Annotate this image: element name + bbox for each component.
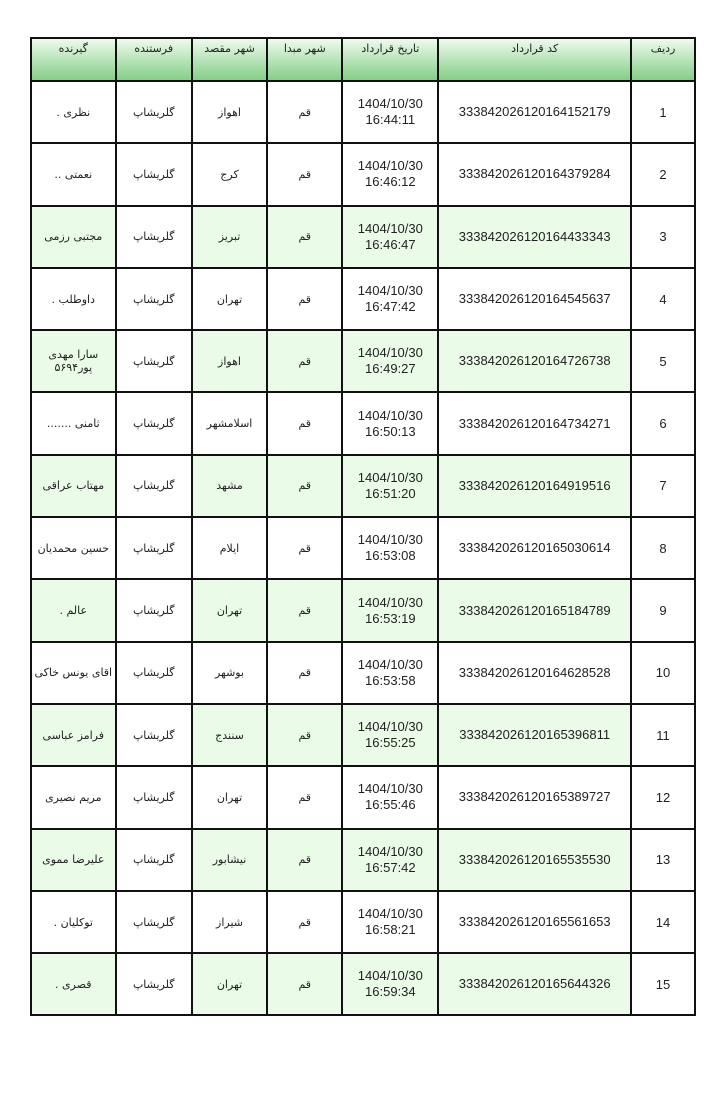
cell-contract-code: 333842026120164545637	[438, 268, 631, 330]
cell-contract-date	[342, 206, 438, 268]
time-text: 16:46:47	[365, 236, 416, 252]
time-text: 16:57:42	[365, 859, 416, 875]
cell-contract-code: 333842026120165535530	[438, 829, 631, 891]
date-text: 1404/10/30	[357, 220, 423, 236]
cell-receiver: نعمتی ..	[31, 143, 116, 205]
cell-destination-city: شیراز	[192, 891, 267, 953]
cell-contract-code: 333842026120164726738	[438, 330, 631, 392]
cell-contract-code: 333842026120164379284	[438, 143, 631, 205]
cell-origin-city: قم	[267, 143, 342, 205]
date-text: 1404/10/30	[357, 594, 423, 610]
date-text: 1404/10/30	[357, 469, 423, 485]
cell-destination-city: اسلامشهر	[192, 392, 267, 454]
cell-origin-city: قم	[267, 891, 342, 953]
contracts-table	[30, 37, 696, 1016]
table-row	[31, 704, 695, 766]
cell-sender: گلریشاپ	[116, 766, 192, 828]
cell-destination-city: تهران	[192, 268, 267, 330]
cell-index: 1	[631, 81, 695, 143]
cell-destination-city: تهران	[192, 579, 267, 641]
cell-contract-date	[342, 891, 438, 953]
cell-receiver: توکلیان .	[31, 891, 116, 953]
cell-index: 5	[631, 330, 695, 392]
cell-origin-city: قم	[267, 579, 342, 641]
cell-destination-city: سنندج	[192, 704, 267, 766]
cell-index: 13	[631, 829, 695, 891]
cell-origin-city: قم	[267, 81, 342, 143]
cell-contract-code: 333842026120164919516	[438, 455, 631, 517]
cell-contract-date	[342, 642, 438, 704]
time-text: 16:51:20	[365, 485, 416, 501]
table-row	[31, 517, 695, 579]
date-text: 1404/10/30	[357, 968, 423, 984]
cell-receiver: مهتاب عراقی	[31, 455, 116, 517]
cell-receiver: نظری .	[31, 81, 116, 143]
cell-contract-date	[342, 579, 438, 641]
cell-index: 11	[631, 704, 695, 766]
cell-sender: گلریشاپ	[116, 268, 192, 330]
cell-origin-city: قم	[267, 268, 342, 330]
header-sender: فرستنده	[116, 38, 192, 81]
cell-destination-city: تهران	[192, 953, 267, 1015]
date-text: 1404/10/30	[357, 283, 423, 299]
cell-receiver: سارا مهدی پور۵۶۹۴	[31, 330, 116, 392]
table-row	[31, 829, 695, 891]
cell-origin-city: قم	[267, 766, 342, 828]
cell-contract-code: 333842026120165030614	[438, 517, 631, 579]
cell-origin-city: قم	[267, 642, 342, 704]
cell-contract-code: 333842026120165389727	[438, 766, 631, 828]
cell-index: 9	[631, 579, 695, 641]
cell-receiver: حسین محمدیان	[31, 517, 116, 579]
time-text: 16:46:12	[365, 174, 416, 190]
header-contract-code: کد قرارداد	[438, 38, 631, 81]
cell-destination-city: مشهد	[192, 455, 267, 517]
cell-sender: گلریشاپ	[116, 704, 192, 766]
cell-destination-city: تبریز	[192, 206, 267, 268]
cell-origin-city: قم	[267, 953, 342, 1015]
table-row	[31, 642, 695, 704]
time-text: 16:59:34	[365, 984, 416, 1000]
cell-index: 7	[631, 455, 695, 517]
cell-origin-city: قم	[267, 330, 342, 392]
cell-contract-date	[342, 953, 438, 1015]
cell-sender: گلریشاپ	[116, 455, 192, 517]
table-row	[31, 268, 695, 330]
cell-receiver: مریم نصیری	[31, 766, 116, 828]
cell-destination-city: اهواز	[192, 330, 267, 392]
cell-sender: گلریشاپ	[116, 642, 192, 704]
table-row	[31, 81, 695, 143]
date-text: 1404/10/30	[357, 96, 423, 112]
cell-destination-city: نیشابور	[192, 829, 267, 891]
cell-contract-code: 333842026120165396811	[438, 704, 631, 766]
cell-contract-date	[342, 829, 438, 891]
cell-contract-date	[342, 268, 438, 330]
table-row	[31, 891, 695, 953]
table-row	[31, 330, 695, 392]
cell-contract-code: 333842026120164152179	[438, 81, 631, 143]
time-text: 16:47:42	[365, 299, 416, 315]
header-destination-city: شهر مقصد	[192, 38, 267, 81]
cell-receiver: عالم .	[31, 579, 116, 641]
cell-contract-date	[342, 704, 438, 766]
cell-index: 12	[631, 766, 695, 828]
header-origin-city: شهر مبدا	[267, 38, 342, 81]
cell-contract-code: 333842026120164433343	[438, 206, 631, 268]
cell-sender: گلریشاپ	[116, 517, 192, 579]
time-text: 16:49:27	[365, 361, 416, 377]
cell-origin-city: قم	[267, 455, 342, 517]
header-index: ردیف	[631, 38, 695, 81]
date-text: 1404/10/30	[357, 345, 423, 361]
cell-index: 8	[631, 517, 695, 579]
cell-origin-city: قم	[267, 392, 342, 454]
date-text: 1404/10/30	[357, 719, 423, 735]
cell-destination-city: اهواز	[192, 81, 267, 143]
cell-receiver: ثامنی .......	[31, 392, 116, 454]
date-text: 1404/10/30	[357, 843, 423, 859]
header-contract-date: تاریخ قرارداد	[342, 38, 438, 81]
table-row	[31, 455, 695, 517]
cell-index: 6	[631, 392, 695, 454]
time-text: 16:44:11	[365, 112, 416, 128]
cell-contract-code: 333842026120164734271	[438, 392, 631, 454]
cell-sender: گلریشاپ	[116, 206, 192, 268]
cell-origin-city: قم	[267, 206, 342, 268]
table-row	[31, 392, 695, 454]
cell-origin-city: قم	[267, 517, 342, 579]
cell-index: 10	[631, 642, 695, 704]
table-row	[31, 953, 695, 1015]
cell-index: 3	[631, 206, 695, 268]
cell-sender: گلریشاپ	[116, 143, 192, 205]
cell-sender: گلریشاپ	[116, 330, 192, 392]
cell-sender: گلریشاپ	[116, 81, 192, 143]
date-text: 1404/10/30	[357, 781, 423, 797]
table-row	[31, 766, 695, 828]
date-text: 1404/10/30	[357, 906, 423, 921]
date-text: 1404/10/30	[357, 656, 423, 672]
header-receiver: گیرنده	[31, 38, 116, 81]
table-row	[31, 206, 695, 268]
date-text: 1404/10/30	[357, 407, 423, 423]
cell-contract-code: 333842026120165644326	[438, 953, 631, 1015]
cell-receiver: مجتبی رزمی	[31, 206, 116, 268]
time-text: 16:53:19	[365, 610, 416, 626]
date-text: 1404/10/30	[357, 158, 423, 174]
time-text: 16:55:46	[365, 797, 416, 813]
cell-contract-date	[342, 766, 438, 828]
cell-contract-date	[342, 81, 438, 143]
cell-index: 4	[631, 268, 695, 330]
cell-contract-code: 333842026120165184789	[438, 579, 631, 641]
date-text: 1404/10/30	[357, 532, 423, 548]
cell-receiver: اقای یونس خاکی	[31, 642, 116, 704]
cell-contract-code: 333842026120165561653	[438, 891, 631, 953]
cell-sender: گلریشاپ	[116, 579, 192, 641]
cell-contract-date	[342, 517, 438, 579]
cell-index: 2	[631, 143, 695, 205]
time-text: 16:58:21	[365, 922, 416, 937]
cell-sender: گلریشاپ	[116, 392, 192, 454]
time-text: 16:53:58	[365, 672, 416, 688]
cell-origin-city: قم	[267, 829, 342, 891]
cell-destination-city: کرج	[192, 143, 267, 205]
time-text: 16:55:25	[365, 735, 416, 751]
cell-receiver: قصری .	[31, 953, 116, 1015]
cell-sender: گلریشاپ	[116, 953, 192, 1015]
cell-receiver: فرامز عباسی	[31, 704, 116, 766]
cell-index: 14	[631, 891, 695, 953]
cell-contract-date	[342, 330, 438, 392]
header-row	[31, 38, 695, 81]
table-row	[31, 579, 695, 641]
cell-receiver: علیرضا مموی	[31, 829, 116, 891]
cell-receiver: داوطلب .	[31, 268, 116, 330]
cell-origin-city: قم	[267, 704, 342, 766]
cell-destination-city: بوشهر	[192, 642, 267, 704]
cell-index: 15	[631, 953, 695, 1015]
cell-contract-date	[342, 143, 438, 205]
table-row	[31, 143, 695, 205]
cell-destination-city: ایلام	[192, 517, 267, 579]
cell-destination-city: تهران	[192, 766, 267, 828]
time-text: 16:50:13	[365, 423, 416, 439]
cell-sender: گلریشاپ	[116, 891, 192, 953]
cell-contract-date	[342, 392, 438, 454]
cell-contract-date	[342, 455, 438, 517]
time-text: 16:53:08	[365, 548, 416, 564]
cell-contract-code: 333842026120164628528	[438, 642, 631, 704]
cell-sender: گلریشاپ	[116, 829, 192, 891]
